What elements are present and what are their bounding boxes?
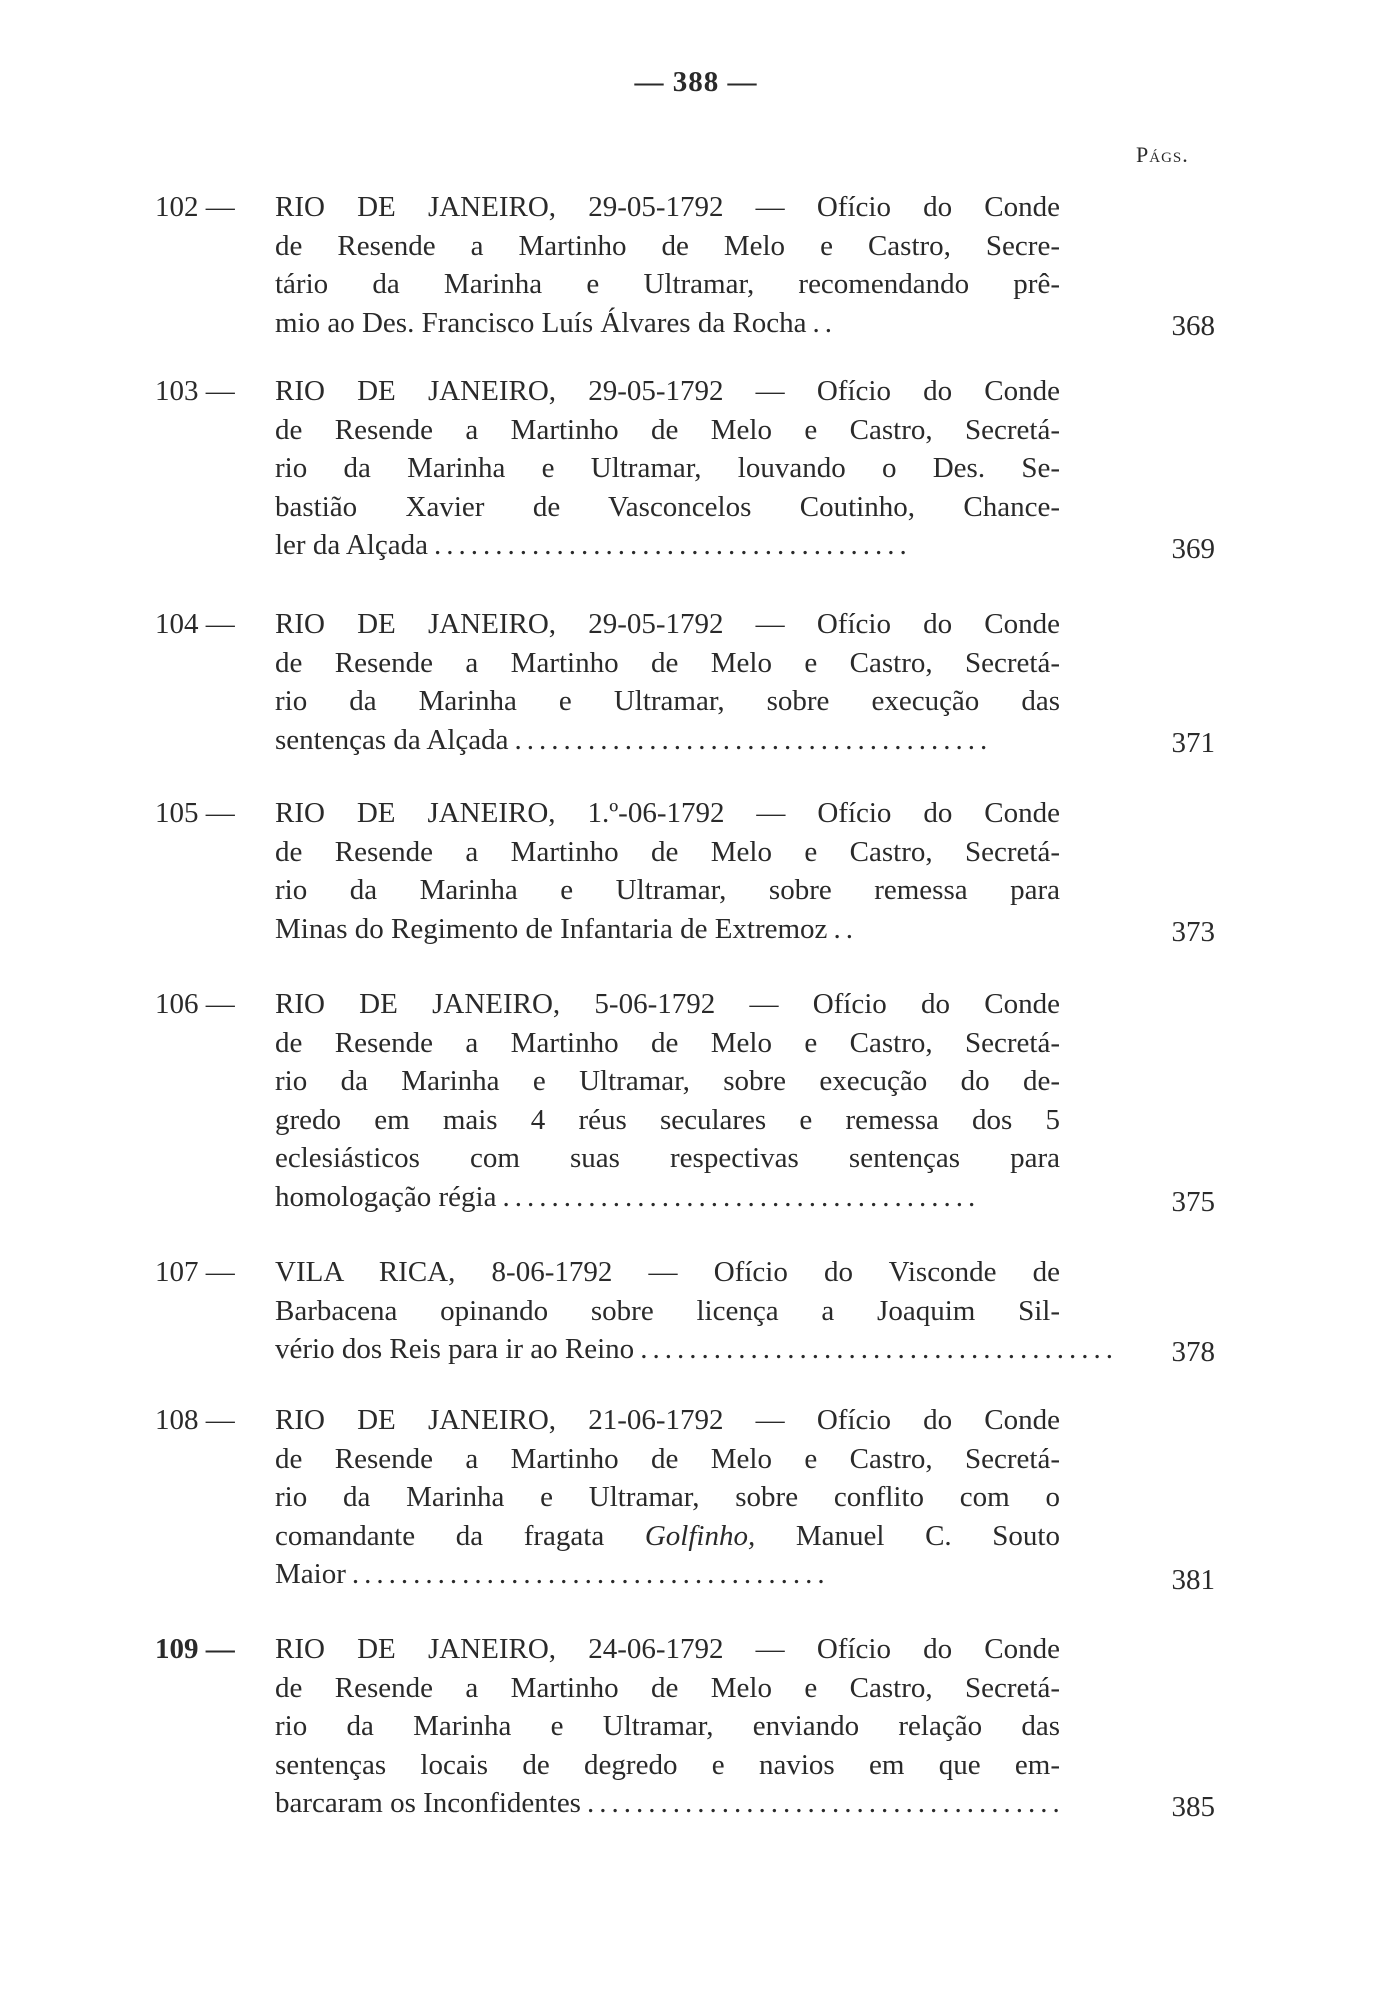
- entry-line: Barbacena opinando sobre licença a Joaquim Sil-: [275, 1294, 1060, 1327]
- entry-line: rio da Marinha e Ultramar, sobre conflito com o: [275, 1481, 1060, 1513]
- entry-text: [275, 985, 1060, 1216]
- entry-number: 108 —: [155, 1404, 235, 1436]
- entry-line-last: [275, 1555, 1060, 1594]
- entry-line: vério dos Reis para ir ao Reino: [275, 1333, 635, 1365]
- entry-number: 107 —: [155, 1256, 235, 1288]
- pags-column-header: Págs.: [1136, 142, 1189, 167]
- leader-dots: .......................................: [586, 1787, 1065, 1819]
- entry-line: de Resende a Martinho de Melo e Castro, Secretá-: [275, 1026, 1060, 1059]
- leader-dots: .......................................: [640, 1333, 1118, 1365]
- leader-dots: .......................................: [433, 529, 912, 561]
- entry-line: RIO DE JANEIRO, 29-05-1792 — Ofício do Conde: [275, 191, 1060, 223]
- entry-line: RIO DE JANEIRO, 29-05-1792 — Ofício do Conde: [275, 375, 1060, 407]
- entry-line: homologação régia: [275, 1180, 497, 1213]
- entry-line-last: [275, 1784, 1065, 1823]
- entry-line: barcaram os Inconfidentes: [275, 1787, 581, 1819]
- entry-line: rio da Marinha e Ultramar, enviando relação das: [275, 1710, 1060, 1742]
- entry-line: Maior: [275, 1558, 346, 1590]
- entry-line: RIO DE JANEIRO, 29-05-1792 — Ofício do Conde: [275, 608, 1060, 640]
- page-reference: 381: [1171, 1564, 1215, 1596]
- entry-line: RIO DE JANEIRO, 5-06-1792 — Ofício do Conde: [275, 988, 1060, 1020]
- page-reference: 385: [1171, 1791, 1215, 1823]
- page-reference: 371: [1171, 727, 1215, 759]
- page-reference: 378: [1171, 1336, 1215, 1368]
- entry-line: gredo em mais 4 réus seculares e remessa dos 5: [275, 1103, 1060, 1136]
- entry-line: sentenças locais de degredo e navios em que em-: [275, 1748, 1060, 1781]
- entry-line: sentenças da Alçada: [275, 723, 509, 756]
- entry-line: eclesiásticos com suas respectivas sentenças para: [275, 1142, 1060, 1174]
- entry-line-last: [275, 1178, 1060, 1217]
- entry-text: [275, 1253, 1118, 1369]
- entry-text: [275, 372, 1060, 565]
- page-reference: 375: [1171, 1186, 1215, 1218]
- entry-line-last: [275, 526, 1060, 565]
- entry-line: bastião Xavier de Vasconcelos Coutinho, Chance-: [275, 490, 1060, 523]
- page-reference: 368: [1171, 310, 1215, 342]
- entry-line-last: [275, 910, 1060, 949]
- entry-text: [275, 188, 1060, 342]
- entry-line: rio da Marinha e Ultramar, sobre remessa para: [275, 874, 1060, 906]
- leader-dots: .......................................: [351, 1558, 830, 1590]
- entry-number: 103 —: [155, 375, 235, 407]
- entry-text: [275, 605, 1060, 759]
- entry-line: rio da Marinha e Ultramar, sobre execução das: [275, 685, 1060, 717]
- entry-line: comandante da fragata Golfinho, Manuel C. Souto: [275, 1519, 1060, 1552]
- entry-text: [275, 1630, 1065, 1823]
- entry-line-last: [275, 1330, 1118, 1369]
- entry-line: Minas do Regimento de Infantaria de Extremoz: [275, 912, 828, 945]
- entry-line-last: [275, 304, 1060, 343]
- entry-line: tário da Marinha e Ultramar, recomendando prê-: [275, 268, 1060, 300]
- entry-line: RIO DE JANEIRO, 1.º-06-1792 — Ofício do Conde: [275, 797, 1060, 829]
- entry-line: de Resende a Martinho de Melo e Castro, Secretá-: [275, 1442, 1060, 1475]
- page-reference: 373: [1171, 916, 1215, 948]
- entry-line: de Resende a Martinho de Melo e Castro, Secretá-: [275, 413, 1060, 446]
- leader-dots: .......................................: [502, 1180, 981, 1213]
- entry-line-last: [275, 721, 1060, 760]
- entry-line: VILA RICA, 8-06-1792 — Ofício do Visconde de: [275, 1256, 1060, 1288]
- entry-number: 105 —: [155, 797, 235, 829]
- entry-line: RIO DE JANEIRO, 21-06-1792 — Ofício do Conde: [275, 1404, 1060, 1436]
- entry-line: rio da Marinha e Ultramar, sobre execução do de-: [275, 1065, 1060, 1097]
- entry-line: de Resende a Martinho de Melo e Castro, Secretá-: [275, 835, 1060, 868]
- leader-dots: ..: [833, 912, 858, 945]
- entry-text: [275, 1401, 1060, 1594]
- entry-line: RIO DE JANEIRO, 24-06-1792 — Ofício do Conde: [275, 1633, 1060, 1665]
- entry-number: 104 —: [155, 608, 235, 640]
- leader-dots: .......................................: [514, 723, 993, 756]
- ship-name: Golfinho,: [644, 1519, 756, 1552]
- entry-line: de Resende a Martinho de Melo e Castro, Secre-: [275, 229, 1060, 262]
- entry-line: de Resende a Martinho de Melo e Castro, Secretá-: [275, 1671, 1060, 1704]
- entry-line: de Resende a Martinho de Melo e Castro, Secretá-: [275, 646, 1060, 679]
- page-number: — 388 —: [634, 66, 758, 98]
- page-reference: 369: [1171, 533, 1215, 565]
- entry-number: 109 —: [155, 1633, 235, 1665]
- entry-line: ler da Alçada: [275, 529, 428, 561]
- entry-line: mio ao Des. Francisco Luís Álvares da Rocha: [275, 306, 807, 339]
- entry-line: rio da Marinha e Ultramar, louvando o Des. Se-: [275, 452, 1060, 484]
- entry-number: 102 —: [155, 191, 235, 223]
- entry-number: 106 —: [155, 988, 235, 1020]
- leader-dots: ..: [812, 306, 838, 339]
- entry-text: [275, 794, 1060, 948]
